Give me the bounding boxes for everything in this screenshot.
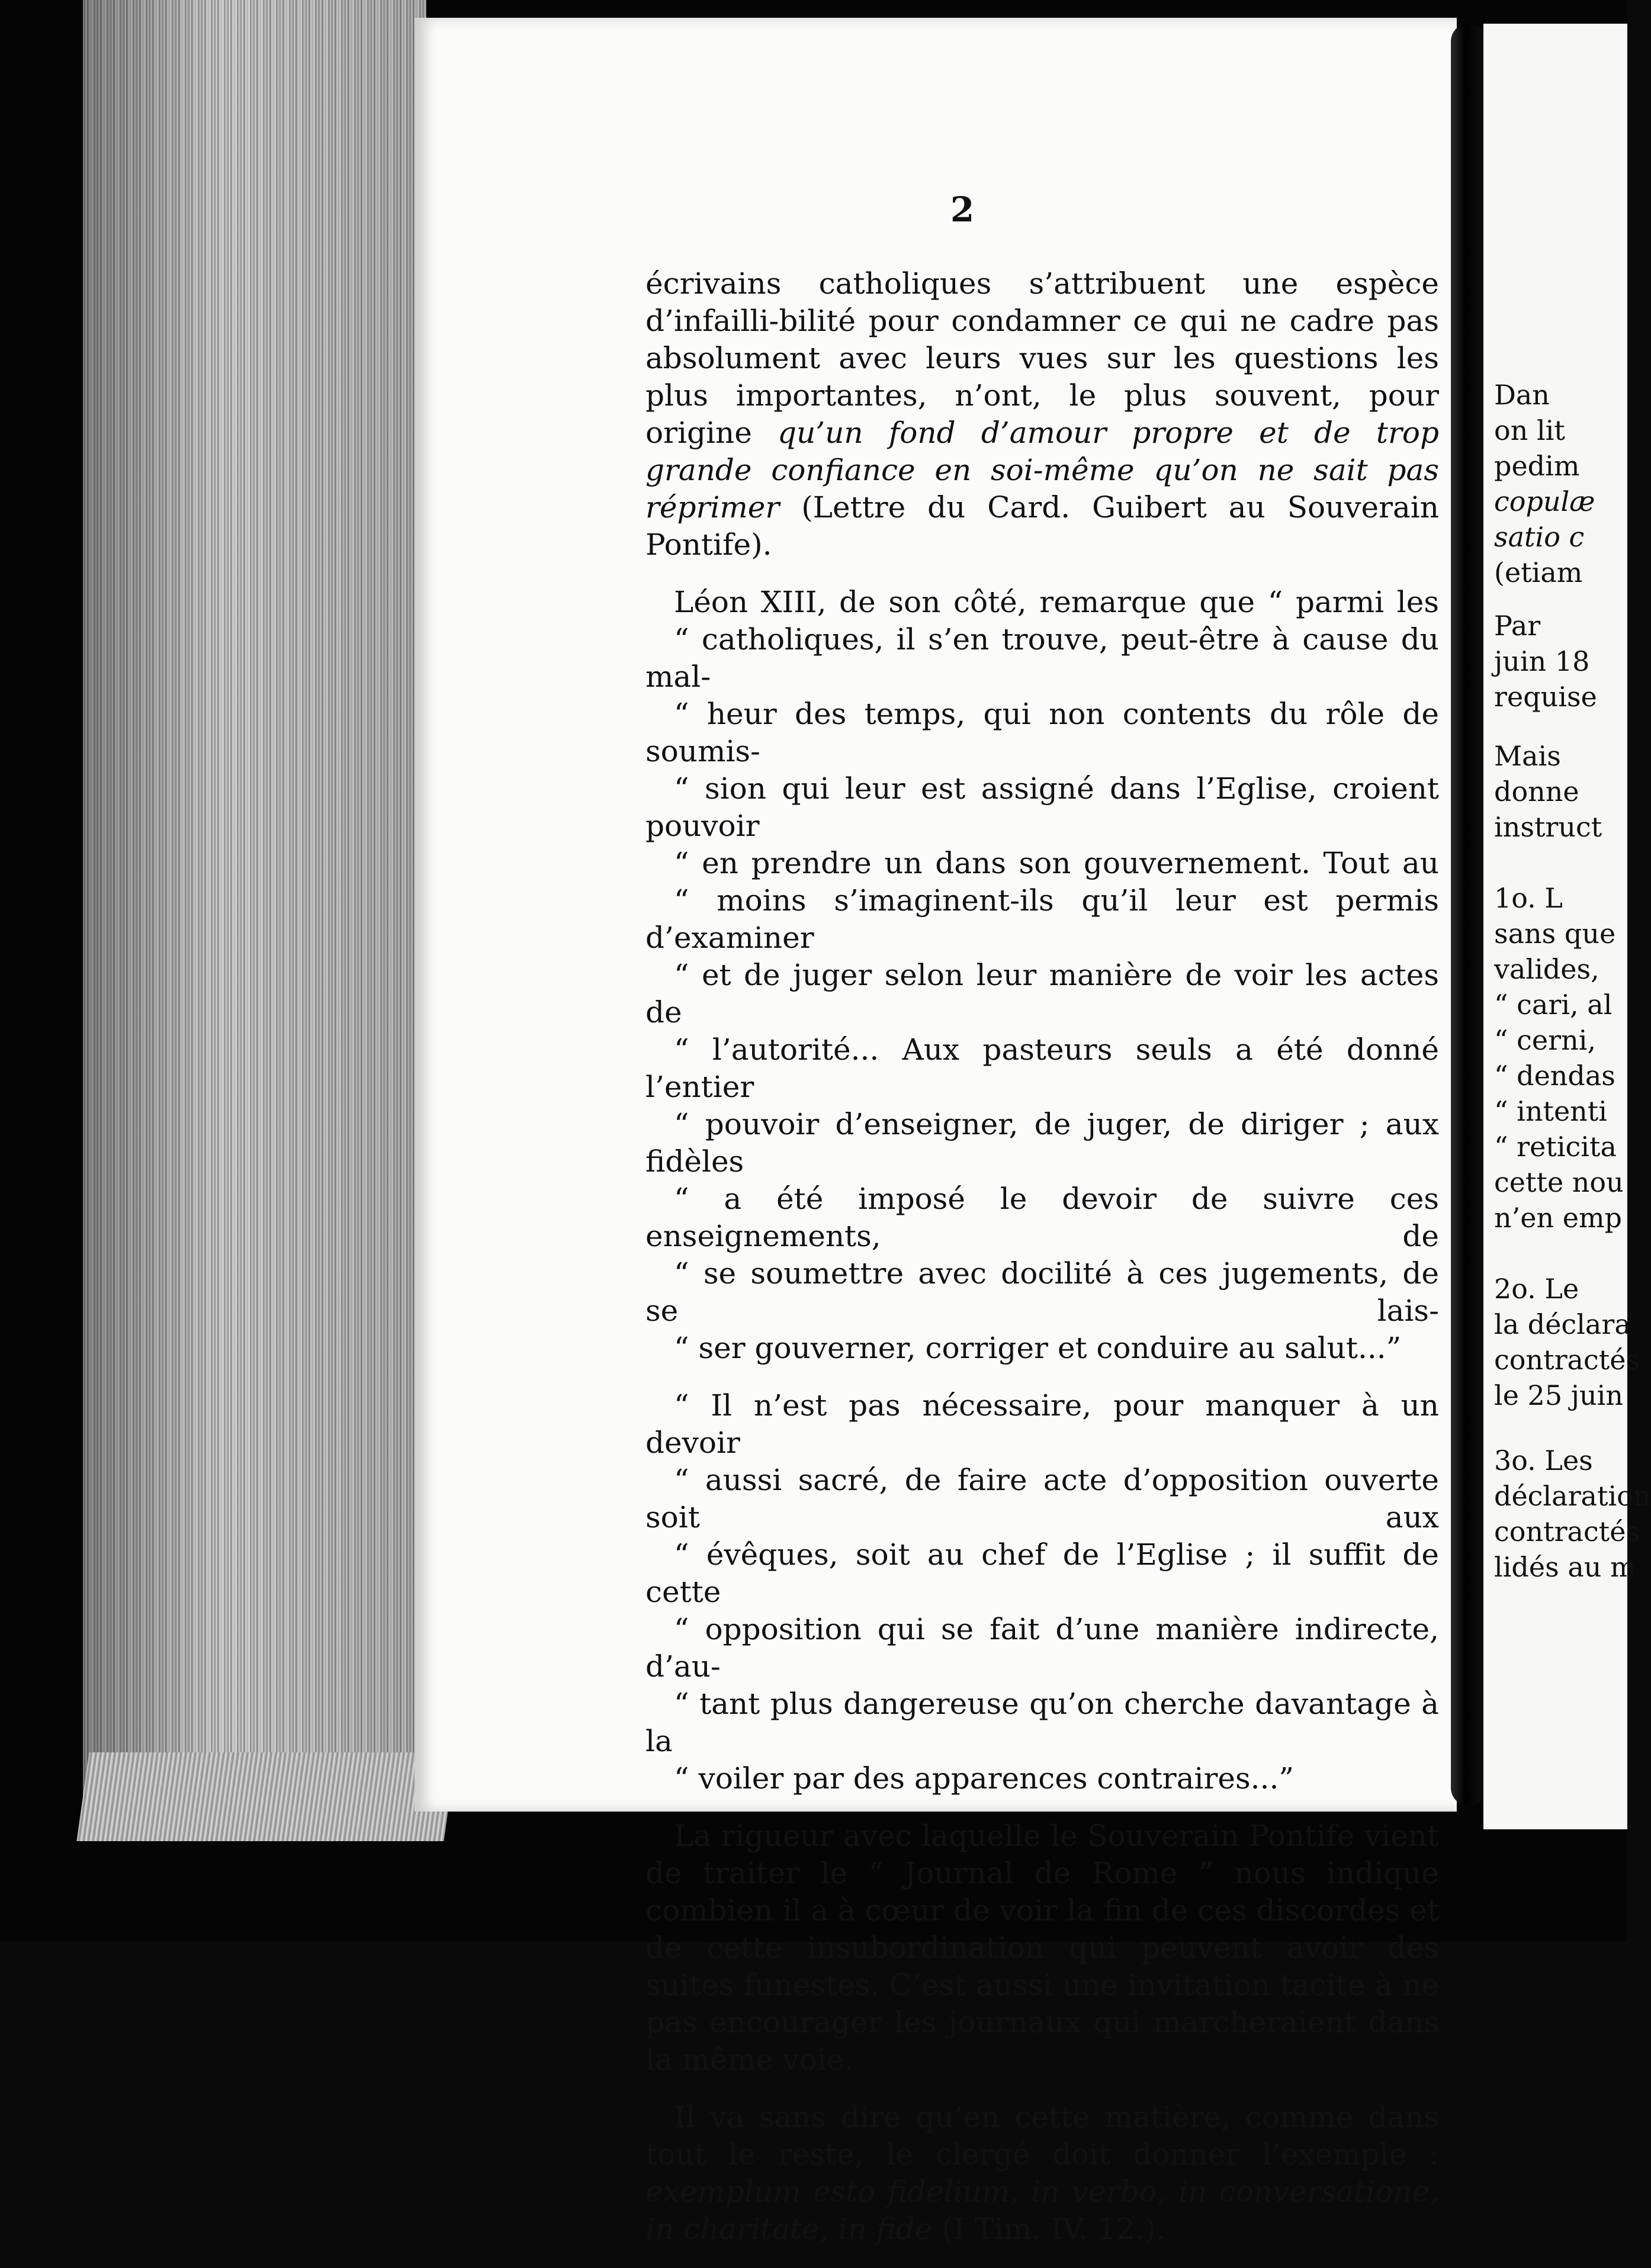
facing-page-line: cette nou <box>1494 1166 1624 1198</box>
facing-page-line: déclaration <box>1494 1480 1651 1512</box>
paragraph-1 <box>645 265 1439 564</box>
facing-page-line: Dan <box>1494 379 1550 411</box>
quote-leon-xiii-line: Léon XIII, de son côté, remarque que “ parmi les <box>674 585 1439 619</box>
facing-page-line: on lit <box>1494 414 1565 446</box>
facing-page-line: juin 18 <box>1494 645 1590 677</box>
facing-page-line: valides, <box>1494 953 1599 985</box>
quote-opposition-line: “ Il n’est pas nécessaire, pour manquer à un devoir <box>645 1388 1439 1460</box>
facing-page-line: contractés <box>1494 1516 1640 1548</box>
facing-page-line: “ reticita <box>1494 1131 1617 1163</box>
book-page-edges-bottom <box>76 1752 456 1841</box>
facing-page-line: n’en emp <box>1494 1202 1623 1234</box>
facing-page-line: satio c <box>1494 521 1585 553</box>
quote-leon-xiii-line: “ heur des temps, qui non contents du rôle de soumis- <box>645 697 1439 768</box>
quote-leon-xiii <box>645 584 1439 1367</box>
facing-page-line: “ dendas <box>1494 1060 1615 1092</box>
quote-leon-xiii-line: “ se soumettre avec docilité à ces jugements, de se lais- <box>645 1256 1439 1328</box>
quote-opposition-line: “ opposition qui se fait d’une manière indirecte, d’au- <box>645 1612 1439 1684</box>
quote-opposition <box>645 1387 1439 1797</box>
facing-page-line: “ cari, al <box>1494 989 1613 1021</box>
book-page-edges <box>83 0 426 1812</box>
quote-leon-xiii-line: “ sion qui leur est assigné dans l’Eglise, croient pouvoir <box>645 771 1439 843</box>
quote-leon-xiii-line: “ en prendre un dans son gouvernement. Tout au <box>674 846 1439 880</box>
quote-leon-xiii-line: “ catholiques, il s’en trouve, peut-être à cause du mal- <box>645 622 1439 694</box>
facing-page-line: 2o. Le <box>1494 1273 1579 1305</box>
paragraph-clergy-example <box>645 2099 1439 2248</box>
quote-leon-xiii-line: “ l’autorité... Aux pasteurs seuls a été donné l’entier <box>645 1032 1439 1104</box>
quote-leon-xiii-line: “ pouvoir d’enseigner, de juger, de diriger ; aux fidèles <box>645 1107 1439 1179</box>
facing-page-line: requise <box>1494 681 1597 713</box>
paragraph-clergy-example-run-2: (I Tim. IV. 12.). <box>932 2212 1165 2246</box>
facing-page-line: Mais <box>1494 740 1561 772</box>
facing-page-line: sans que <box>1494 918 1616 950</box>
facing-page-line: copulæ <box>1494 485 1595 517</box>
book-page <box>415 18 1457 2246</box>
page-number: 2 <box>950 189 975 230</box>
book-binding-gutter <box>1451 24 1486 1806</box>
facing-page-line: le 25 juin <box>1494 1379 1623 1411</box>
facing-page-line: 3o. Les <box>1494 1445 1593 1476</box>
paragraph-1-run-0: écrivains catholiques s’attribuent une espèce d’infailli-bilité pour condamner ce qui ne cadre pas absolument avec leurs vues sur les questions les plus importantes, n’ont, le plus souvent, pour origine <box>645 266 1439 450</box>
quote-leon-xiii-line: “ et de juger selon leur manière de voir les actes de <box>645 958 1439 1030</box>
facing-page-line: “ intenti <box>1494 1095 1608 1127</box>
facing-page-line: (etiam <box>1494 556 1583 588</box>
quote-opposition-line: “ voiler par des apparences contraires...” <box>674 1761 1294 1796</box>
facing-page-line: “ cerni, <box>1494 1024 1597 1056</box>
quote-leon-xiii-line: “ a été imposé le devoir de suivre ces enseignements, de <box>645 1182 1439 1253</box>
facing-page-line: instruct <box>1494 811 1602 843</box>
facing-page-line: donne <box>1494 776 1579 808</box>
page-body <box>645 265 1439 2268</box>
quote-leon-xiii-line: “ moins s’imaginent-ils qu’il leur est permis d’examiner <box>645 883 1439 955</box>
facing-page-line: 1o. L <box>1494 882 1563 914</box>
quote-opposition-line: “ aussi sacré, de faire acte d’opposition ouverte soit aux <box>645 1463 1439 1534</box>
facing-page-line: lidés au m <box>1494 1551 1636 1583</box>
facing-page-fragment <box>1483 24 1651 1829</box>
facing-page-line: Par <box>1494 610 1541 642</box>
paragraph-clergy-example-run-0: Il va sans dire qu’en cette matière, comme dans tout le reste, le clergé doit donner l’exemple : <box>645 2100 1439 2172</box>
facing-page-line: contractés <box>1494 1344 1640 1376</box>
paragraph-1-run-1: qu’un fond d’amour propre et de trop grande confiance en soi-même qu’on ne sait pas réprimer <box>645 416 1439 525</box>
quote-leon-xiii-line: “ ser gouverner, corriger et conduire au salut...” <box>674 1331 1402 1365</box>
quote-opposition-line: “ tant plus dangereuse qu’on cherche davantage à la <box>645 1687 1439 1758</box>
facing-page-line: pedim <box>1494 450 1580 482</box>
facing-page-line: la déclara <box>1494 1308 1631 1340</box>
quote-opposition-line: “ évêques, soit au chef de l’Eglise ; il suffit de cette <box>645 1537 1439 1609</box>
paragraph-clergy-example-run-1: exemplum esto fidelium, in verbo, in conversatione, in charitate, in fide <box>645 2174 1439 2246</box>
paragraph-1-run-2: (Lettre du Card. Guibert au Souverain Pontife). <box>645 490 1439 562</box>
paragraph-journal-de-rome: La rigueur avec laquelle le Souverain Pontife vient de traiter le “ Journal de Rome ” nous indique combien il a à cœur de voir la fin de ces discordes et de cette insubordination qui peuvent avoir des suites funestes. C’est aussi une invitation tacite à ne pas encourager les journaux qui marcheraient dans la même voie. <box>645 1819 1439 2077</box>
